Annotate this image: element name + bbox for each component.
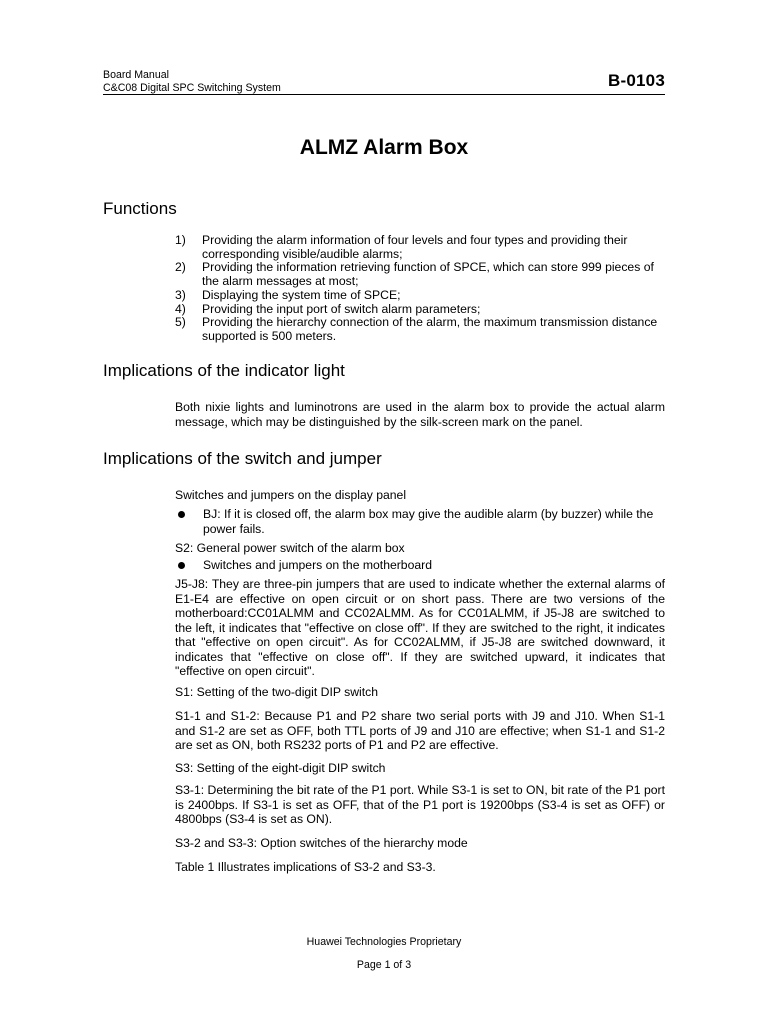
list-item-number: 5) xyxy=(175,315,186,330)
footer-page-number: Page 1 of 3 xyxy=(356,959,412,971)
list-item-number: 4) xyxy=(175,301,186,316)
s2-paragraph: S2: General power switch of the alarm box xyxy=(175,541,405,555)
s3-2-paragraph: S3-2 and S3-3: Option switches of the hierarchy mode xyxy=(175,836,468,850)
list-item xyxy=(175,261,665,288)
header-system-label: C&C08 Digital SPC Switching System xyxy=(103,82,281,94)
indicator-heading: Implications of the indicator light xyxy=(103,361,345,380)
table-reference: Table 1 Illustrates implications of S3-2 and S3-3. xyxy=(175,860,436,874)
list-item xyxy=(175,303,665,317)
list-item-number: 1) xyxy=(175,233,186,247)
list-item xyxy=(175,234,665,261)
list-item-number: 2) xyxy=(175,260,186,275)
bj-text: BJ: If it is closed off, the alarm box may give the audible alarm (by buzzer) while the power fails. xyxy=(203,507,654,536)
list-item-text: Providing the input port of switch alarm parameters; xyxy=(202,301,481,316)
list-item-text: Providing the hierarchy connection of the alarm, the maximum transmission distance supported is 500 meters. xyxy=(202,315,658,343)
motherboard-bullet xyxy=(175,558,665,573)
functions-list xyxy=(175,234,665,344)
list-item xyxy=(175,289,665,303)
indicator-paragraph: Both nixie lights and luminotrons are used in the alarm box to provide the actual alarm message, which may be distinguished by the silk-screen mark on the panel. xyxy=(175,400,665,429)
list-item-text: Displaying the system time of SPCE; xyxy=(202,287,401,302)
list-item-text: Providing the alarm information of four levels and four types and providing their corresponding visible/audible alarms; xyxy=(202,233,628,261)
s3-paragraph: S3: Setting of the eight-digit DIP switch xyxy=(175,761,386,775)
s3-1-paragraph: S3-1: Determining the bit rate of the P1 port. While S3-1 is set to ON, bit rate of the P1 port is 2400bps. If S3-1 is set as OFF, that of the P1 port is 19200bps (S3-4 is set as OFF) or 4800bps (S3-4 is set as ON). xyxy=(175,783,665,826)
list-item-text: Providing the information retrieving function of SPCE, which can store 999 pieces of the alarm messages at most; xyxy=(202,260,654,289)
functions-heading: Functions xyxy=(103,199,177,218)
s1-paragraph: S1: Setting of the two-digit DIP switch xyxy=(175,685,378,699)
switch-heading: Implications of the switch and jumper xyxy=(103,449,382,468)
page-header xyxy=(103,67,665,95)
footer-proprietary: Huawei Technologies Proprietary xyxy=(306,936,462,948)
bullet-icon xyxy=(178,562,185,569)
list-item-number: 3) xyxy=(175,287,186,302)
j5-j8-paragraph: J5-J8: They are three-pin jumpers that are used to indicate whether the external alarms of E1-E4 are effective on open circuit or on short pass. There are two versions of the motherboard:CC01ALMM and CC02ALMM. As for CC01ALMM, if J5-J8 are switched to the left, it indicates that "effective on close off". If they are switched to the right, it indicates that "effective on open circuit". As for CC02ALMM, if J5-J8 are switched downward, it indicates that "effective on close off". If they are switched upward, it indicates that "effective on open circuit". xyxy=(175,577,665,678)
header-manual-label: Board Manual xyxy=(103,69,169,81)
s1-detail-paragraph: S1-1 and S1-2: Because P1 and P2 share two serial ports with J9 and J10. When S1-1 and S1-2 are set as OFF, both TTL ports of J9 and J10 are effective; when S1-1 and S1-2 are set as ON, both RS232 ports of P1 and P2 are effective. xyxy=(175,709,665,752)
page-title: ALMZ Alarm Box xyxy=(299,136,469,159)
header-left xyxy=(103,69,281,95)
bj-bullet xyxy=(175,507,665,536)
document-code: B-0103 xyxy=(608,71,665,90)
motherboard-text: Switches and jumpers on the motherboard xyxy=(203,558,432,572)
bullet-icon xyxy=(178,511,185,518)
display-panel-label: Switches and jumpers on the display panel xyxy=(175,488,407,502)
list-item xyxy=(175,316,665,343)
